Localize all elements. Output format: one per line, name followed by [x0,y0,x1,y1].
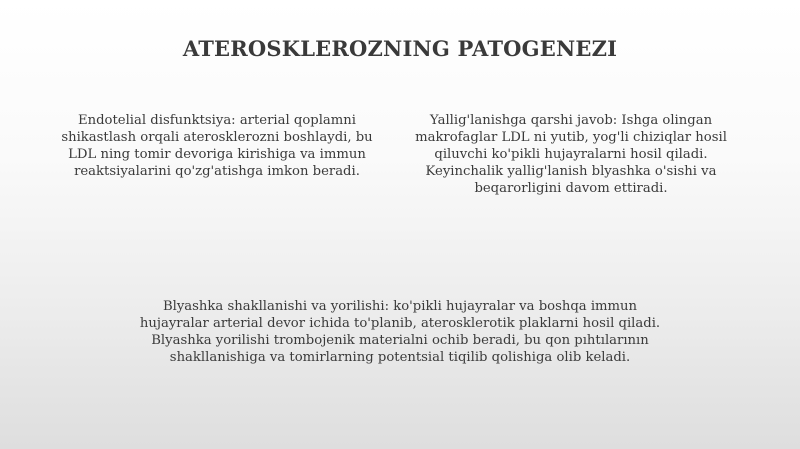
slide-title: ATEROSKLEROZNING PATOGENEZI [182,36,618,61]
paragraph-endothelial-dysfunction: Endotelial disfunktsiya: arterial qoplamni shikastlash orqali aterosklerozni boshlaydi, bu LDL ning tomir devoriga kirishiga va immun reaktsiyalarini qo'zg'atishga imkon beradi. [61,113,373,179]
paragraph-inflammatory-response: Yallig'lanishga qarshi javob: Ishga olingan makrofaglar LDL ni yutib, yog'li chiziqlar hosil qiluvchi ko'pikli hujayralarni hosil qiladi. Keyinchalik yallig'lanish blyashka o'sishi va beqarorligini davom ettiradi. [415,113,727,196]
paragraph-plaque-formation: Blyashka shakllanishi va yorilishi: ko'pikli hujayralar va boshqa immun hujayralar arterial devor ichida to'planib, aterosklerotik plaklarni hosil qiladi. Blyashka yorilishi trombojenik materialni ochib beradi, bu qon pıhtılarının shakllanishiga va tomirlarning potentsial tiqilib qolishiga olib keladi. [139,299,661,365]
